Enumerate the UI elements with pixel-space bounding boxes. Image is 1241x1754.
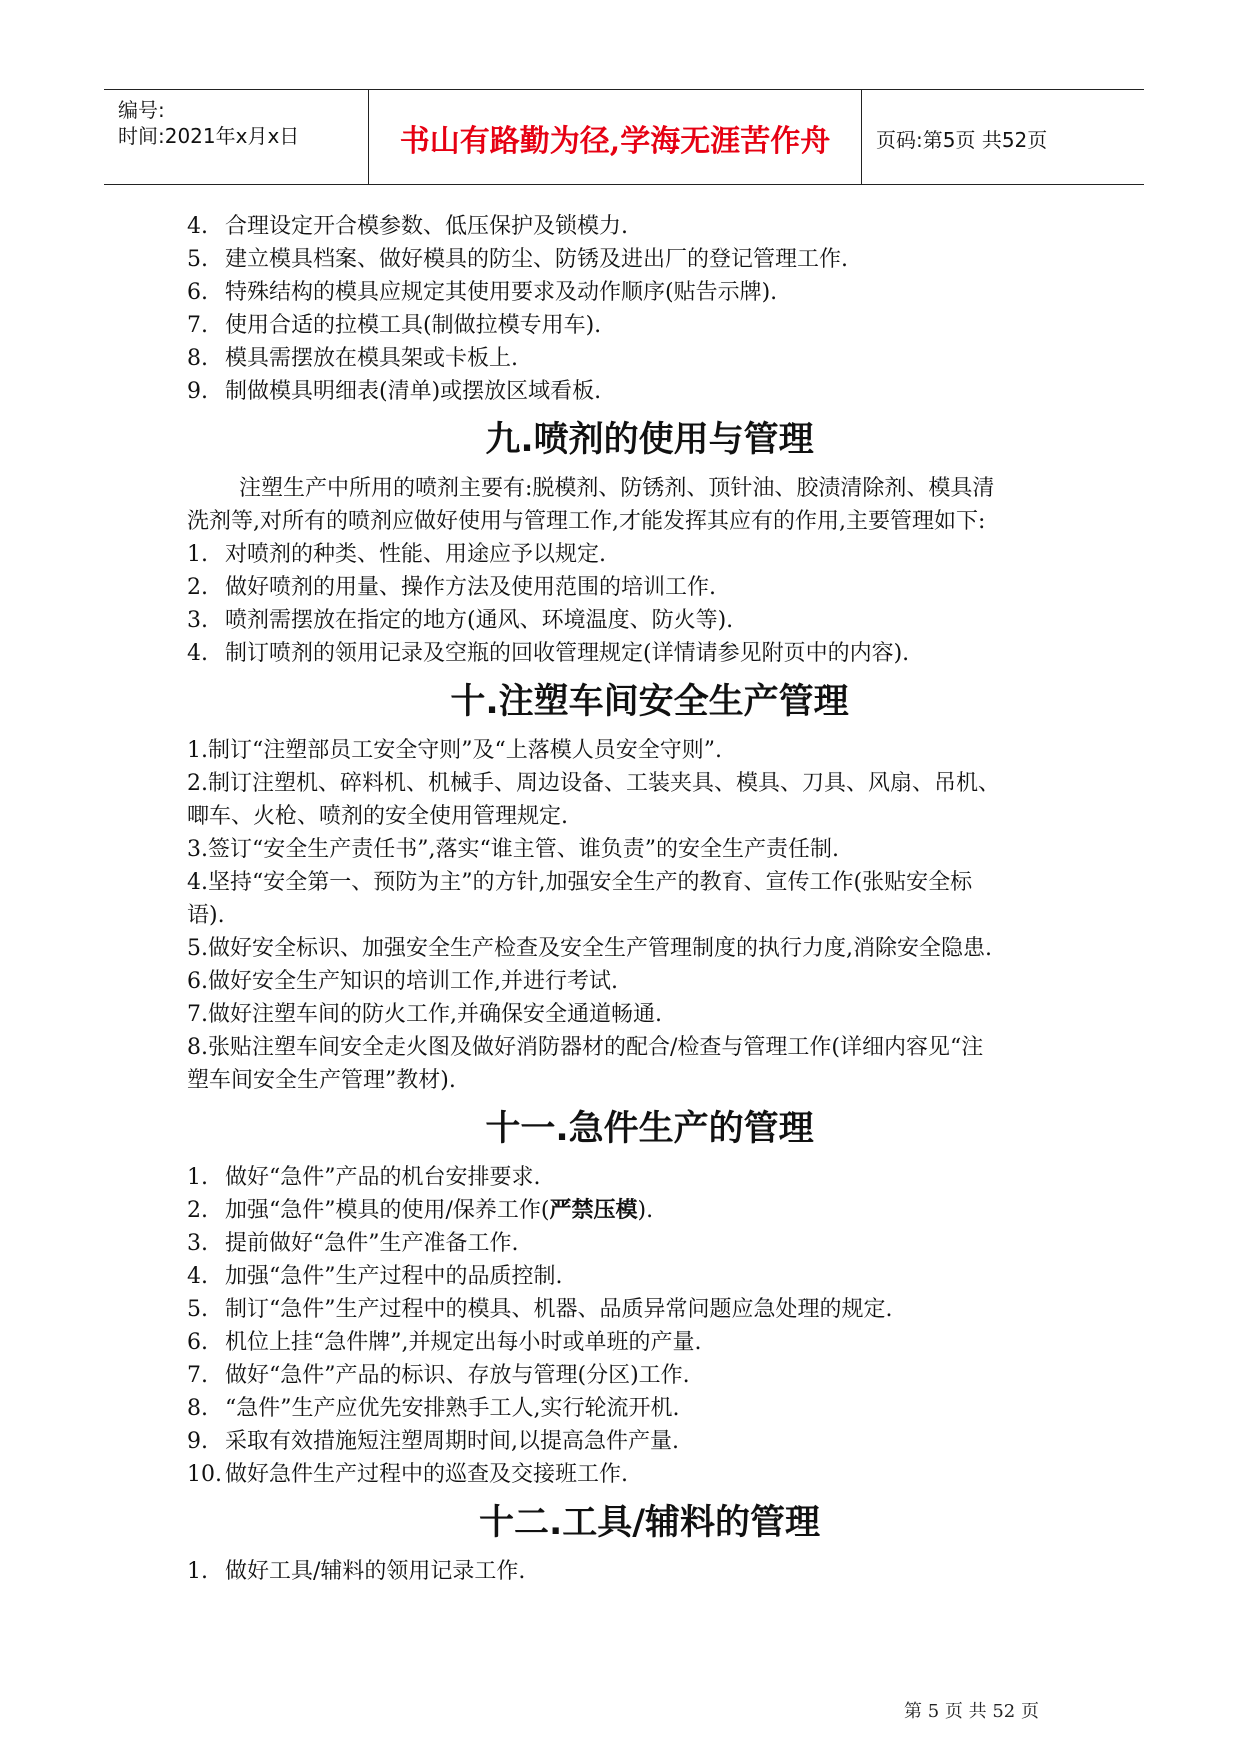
list-item: 4. 制订喷剂的领用记录及空瓶的回收管理规定(详情请参见附页中的内容). [187,641,910,666]
list-item: 1. 做好“急件”产品的机台安排要求. [187,1165,541,1190]
list-item: 10. 做好急件生产过程中的巡查及交接班工作. [187,1462,628,1487]
list-item: 4. 合理设定开合模参数、低压保护及锁模力. [187,214,628,239]
list-item: 3.签订“安全生产责任书”,落实“谁主管、谁负责”的安全生产责任制. [187,837,839,862]
list-item: 6. 机位上挂“急件牌”,并规定出每小时或单班的产量. [187,1330,702,1355]
list-item: 4. 加强“急件”生产过程中的品质控制. [187,1264,563,1289]
list-item: 5. 建立模具档案、做好模具的防尘、防锈及进出厂的登记管理工作. [187,247,848,272]
header-left-cell [104,90,369,184]
list-item: 2.制订注塑机、碎料机、机械手、周边设备、工装夹具、模具、刀具、风扇、吊机、 [187,771,1000,796]
time-label: 时间:2021年x月x日 [118,124,300,148]
list-item: 3. 提前做好“急件”生产准备工作. [187,1231,519,1256]
header-page-number: 页码:第5页 共52页 [876,128,1048,152]
page-header [104,89,1144,185]
paragraph-line: 洗剂等,对所有的喷剂应做好使用与管理工作,才能发挥其应有的作用,主要管理如下: [187,509,986,534]
list-item-continuation: 语). [187,903,225,928]
list-item: 5. 制订“急件”生产过程中的模具、机器、品质异常问题应急处理的规定. [187,1297,893,1322]
section-heading: 十二.工具/辅料的管理 [478,1503,821,1543]
list-item: 6. 特殊结构的模具应规定其使用要求及动作顺序(贴告示牌). [187,280,778,305]
paragraph-line: 注塑生产中所用的喷剂主要有:脱模剂、防锈剂、顶针油、胶渍清除剂、模具清 [239,476,995,501]
page-footer: 第 5 页 共 52 页 [904,1701,1039,1722]
list-item: 7. 做好“急件”产品的标识、存放与管理(分区)工作. [187,1363,690,1388]
list-item: 4.坚持“安全第一、预防为主”的方针,加强安全生产的教育、宣传工作(张贴安全标 [187,870,973,895]
list-item: 1. 对喷剂的种类、性能、用途应予以规定. [187,542,606,567]
document-body [187,210,1112,1588]
number-label: 编号: [118,98,165,122]
list-item: 1.制订“注塑部员工安全守则”及“上落模人员安全守则”. [187,738,722,763]
list-item: 2. 做好喷剂的用量、操作方法及使用范围的培训工作. [187,575,716,600]
list-item: 2. 加强“急件”模具的使用/保养工作(严禁压模). [187,1198,654,1223]
list-item: 1. 做好工具/辅料的领用记录工作. [187,1559,526,1584]
list-item: 7.做好注塑车间的防火工作,并确保安全通道畅通. [187,1002,662,1027]
list-item: 5.做好安全标识、加强安全生产检查及安全生产管理制度的执行力度,消除安全隐患. [187,936,992,961]
list-item: 9. 采取有效措施短注塑周期时间,以提高急件产量. [187,1429,679,1454]
section-heading: 十.注塑车间安全生产管理 [450,682,849,722]
list-item: 8. “急件”生产应优先安排熟手工人,实行轮流开机. [187,1396,680,1421]
section-heading: 十一.急件生产的管理 [485,1109,814,1149]
header-middle-cell [369,90,862,184]
list-item: 3. 喷剂需摆放在指定的地方(通风、环境温度、防火等). [187,608,734,633]
list-item: 8. 模具需摆放在模具架或卡板上. [187,346,518,371]
list-item: 9. 制做模具明细表(清单)或摆放区域看板. [187,379,602,404]
list-item-continuation: 塑车间安全生产管理”教材). [187,1068,456,1093]
header-right-cell [862,90,1144,184]
list-item: 8.张贴注塑车间安全走火图及做好消防器材的配合/检查与管理工作(详细内容见“注 [187,1035,984,1060]
list-item-continuation: 唧车、火枪、喷剂的安全使用管理规定. [187,804,568,829]
bold-emphasis: 严禁压模 [549,1198,638,1223]
section-heading: 九.喷剂的使用与管理 [485,420,814,460]
header-motto: 书山有路勤为径,学海无涯苦作舟 [399,124,831,159]
list-item: 6.做好安全生产知识的培训工作,并进行考试. [187,969,618,994]
list-item: 7. 使用合适的拉模工具(制做拉模专用车). [187,313,602,338]
